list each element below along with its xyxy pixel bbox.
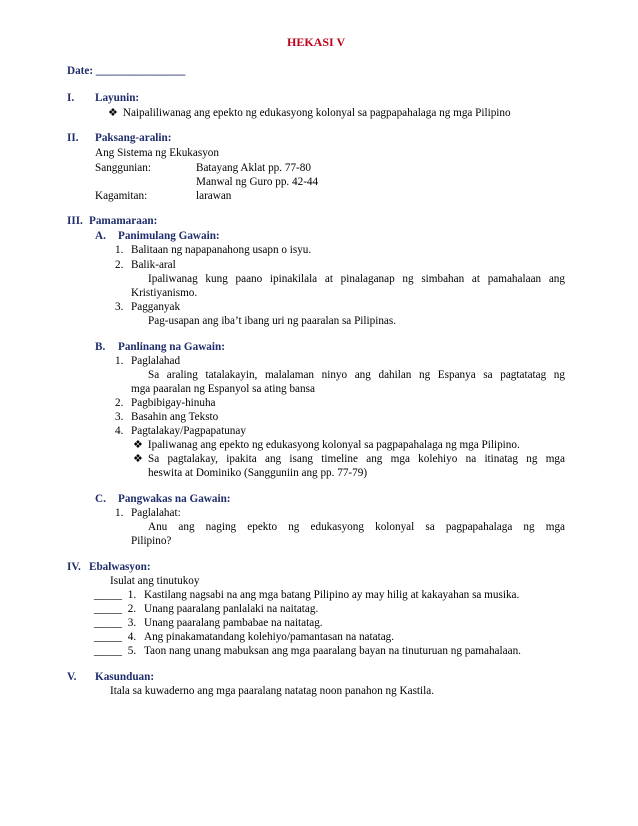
evaluation-item <box>94 644 521 658</box>
item-text: Taon nang unang mabuksan ang mga paaralang bayan na tinuturuan ng pamahalaan. <box>143 645 521 657</box>
item-number: 4. <box>127 631 137 643</box>
evaluation-instruction: Isulat ang tinutukoy <box>110 575 200 587</box>
subsection-c-heading: Pangwakas na Gawain: <box>118 493 231 505</box>
list-number: 1. <box>115 244 124 256</box>
item-text: Kastilang nagsabi na ang mga batang Pilipino ay may hilig at kakayahan sa musika. <box>143 589 520 601</box>
item-number: 5. <box>127 645 137 657</box>
list-item: Balik-aral <box>131 259 176 271</box>
evaluation-item <box>94 630 394 644</box>
item-number: 3. <box>127 617 137 629</box>
list-item: Balitaan ng napapanahong usapn o isyu. <box>131 244 312 256</box>
answer-blank[interactable]: _____ <box>94 631 122 643</box>
item-number: 2. <box>127 603 137 615</box>
evaluation-item <box>94 616 323 630</box>
section-4-heading: Ebalwasyon: <box>89 561 151 573</box>
evaluation-item <box>94 588 519 602</box>
list-item-detail: Anu ang naging epekto ng edukasyong kolonyal sa pagpapahalaga ng mga <box>148 521 565 533</box>
bullet-text: Sa pagtalakay, ipakita ang isang timeline ang mga kolehiyo na itinatag ng mga <box>148 453 565 465</box>
item-number: 1. <box>127 589 137 601</box>
subsection-b-letter: B. <box>95 341 106 353</box>
materials-value: larawan <box>196 190 232 202</box>
list-item: Pagbibigay-hinuha <box>131 397 216 409</box>
date-line: Date: ________________ <box>67 65 186 77</box>
answer-blank[interactable]: _____ <box>94 603 122 615</box>
list-number: 4. <box>115 425 124 437</box>
list-number: 3. <box>115 411 124 423</box>
answer-blank[interactable]: _____ <box>94 645 122 657</box>
discussion-bullet-2 <box>133 452 565 466</box>
section-1-heading: Layunin: <box>95 92 140 104</box>
list-number: 2. <box>115 397 124 409</box>
list-item: Pagtalakay/Pagpapatunay <box>131 425 246 437</box>
reference-value-1: Batayang Aklat pp. 77-80 <box>196 162 311 174</box>
list-item-detail: Ipaliwanag kung paano ipinakilala at pinalaganap ng simbahan at pamahalaan ang <box>148 273 565 285</box>
section-5-heading: Kasunduan: <box>95 671 155 683</box>
list-item: Paglalahad <box>131 355 181 367</box>
list-item: Pagganyak <box>131 301 181 313</box>
section-5-number: V. <box>67 671 77 683</box>
objective-bullet <box>108 106 511 120</box>
list-item-detail: Kristiyanismo. <box>131 287 198 299</box>
list-item-detail: Pag-usapan ang iba’t ibang uri ng paaralan sa Pilipinas. <box>148 315 397 327</box>
objective-text: Naipaliliwanag ang epekto ng edukasyong kolonyal sa pagpapahalaga ng mga Pilipino <box>122 107 511 119</box>
list-item: Paglalahat: <box>131 507 181 519</box>
list-number: 2. <box>115 259 124 271</box>
topic-line: Ang Sistema ng Ekukasyon <box>95 147 219 159</box>
list-item-detail: Pilipino? <box>131 535 172 547</box>
subsection-a-heading: Panimulang Gawain: <box>118 230 220 242</box>
list-number: 3. <box>115 301 124 313</box>
answer-blank[interactable]: _____ <box>94 617 122 629</box>
subsection-a-letter: A. <box>95 230 106 242</box>
document-title: HEKASI V <box>287 35 346 49</box>
section-2-number: II. <box>67 132 79 144</box>
list-number: 1. <box>115 507 124 519</box>
reference-value-2: Manwal ng Guro pp. 42-44 <box>196 176 319 188</box>
list-number: 1. <box>115 355 124 367</box>
discussion-bullet-1 <box>133 438 520 452</box>
item-text: Unang paaralang pambabae na naitatag. <box>143 617 323 629</box>
diamond-bullet-icon: ❖ <box>108 107 118 119</box>
section-3-heading: Pamamaraan: <box>89 215 158 227</box>
subsection-b-heading: Panlinang na Gawain: <box>118 341 225 353</box>
diamond-bullet-icon: ❖ <box>133 439 143 451</box>
section-4-number: IV. <box>67 561 81 573</box>
subsection-c-letter: C. <box>95 493 106 505</box>
bullet-text: Ipaliwanag ang epekto ng edukasyong kolonyal sa pagpapahalaga ng mga Pilipino. <box>147 439 520 451</box>
section-2-heading: Paksang-aralin: <box>95 132 172 144</box>
item-text: Ang pinakamatandang kolehiyo/pamantasan na natatag. <box>143 631 395 643</box>
materials-label: Kagamitan: <box>95 190 148 202</box>
list-item-detail: mga paaralan ng Espanyol sa ating bansa <box>131 383 315 395</box>
list-item: Basahin ang Teksto <box>131 411 219 423</box>
section-3-number: III. <box>67 215 83 227</box>
list-item-detail: Sa araling tatalakayin, malalaman ninyo ang dahilan ng Espanya sa pagtatatag ng <box>148 369 565 381</box>
diamond-bullet-icon: ❖ <box>133 453 143 465</box>
bullet-text-continued: heswita at Dominiko (Sangguniin ang pp. 77-79) <box>148 467 368 479</box>
item-text: Unang paaralang panlalaki na naitatag. <box>143 603 319 615</box>
evaluation-item <box>94 602 318 616</box>
section-1-number: I. <box>67 92 75 104</box>
assignment-text: Itala sa kuwaderno ang mga paaralang natatag noon panahon ng Kastila. <box>110 685 435 697</box>
reference-label: Sanggunian: <box>95 162 151 174</box>
answer-blank[interactable]: _____ <box>94 589 122 601</box>
